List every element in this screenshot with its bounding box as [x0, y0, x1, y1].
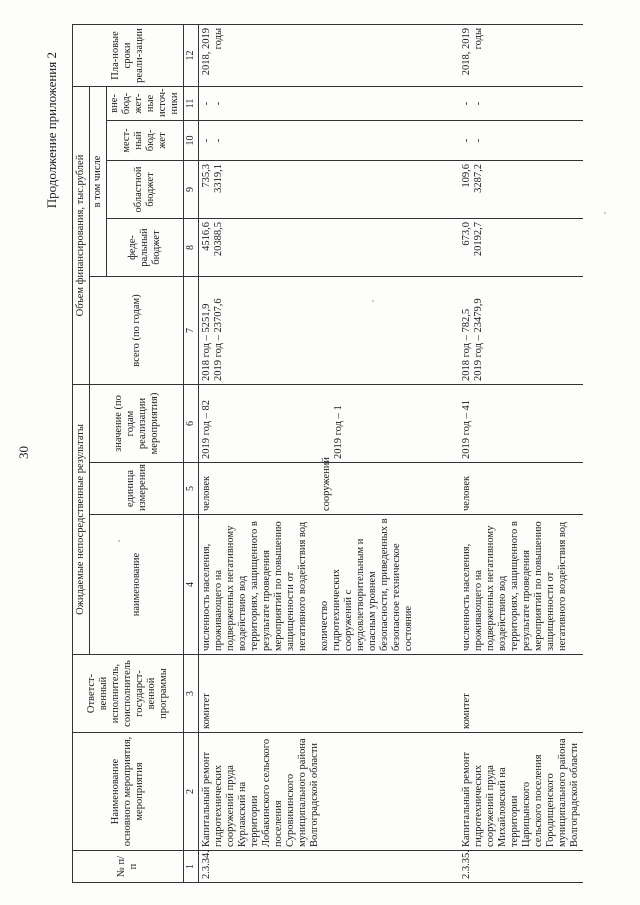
header-federal: феде-ральный бюджет	[107, 219, 184, 277]
result-value: 2019 год – 41	[417, 385, 583, 463]
row-number: 2.3.35.	[417, 851, 583, 883]
result-name: численность населения, проживающего на подверженных негативному воздействию вод территориях, защищенного в результате проведения мероприятий по повышению защищенности от негативного воздействия вод	[201, 521, 308, 651]
executor: комитет	[417, 655, 583, 733]
extra-cell	[199, 86, 418, 120]
col-number: 9	[184, 161, 199, 219]
result-cell	[199, 515, 418, 655]
regional-value: 109,6	[461, 164, 472, 188]
value-cell	[199, 385, 418, 463]
total-cell	[199, 277, 418, 385]
header-value: значение (по годам реализации мероприятия)	[90, 385, 184, 463]
federal-value: 20388,5	[213, 222, 224, 257]
result-name: количество гидротехнических сооружений с неудовлетворительным и опасным уровнем безопасности, приведенных в безопасное техническое состояние	[319, 518, 414, 651]
result-unit: человек	[201, 475, 212, 511]
funding-table	[72, 24, 583, 883]
local-value: -	[201, 138, 212, 143]
federal-value: 673,0	[461, 222, 472, 246]
col-number: 8	[184, 219, 199, 277]
row-number: 2.3.34.	[199, 851, 418, 883]
federal-value: 20192,7	[473, 222, 484, 257]
table-row	[417, 24, 583, 882]
result-unit: сооружений	[321, 456, 332, 511]
unit-cell	[199, 456, 418, 515]
header-regional: областной бюджет	[107, 161, 184, 219]
total-value: 2018 год – 5251,9	[201, 303, 212, 381]
header-including: в том числе	[90, 86, 107, 276]
total-value: 2018 год – 782,5	[461, 308, 472, 381]
total-cell	[417, 277, 583, 385]
col-number: 5	[184, 463, 199, 515]
col-number: 7	[184, 277, 199, 385]
terms: 2018, 2019 годы	[199, 24, 418, 86]
scan-speck	[604, 212, 606, 214]
header-no: № п/п	[73, 851, 184, 883]
local-cell	[417, 121, 583, 161]
header-terms: Пла-новые сроки реали-зации	[73, 24, 184, 86]
col-number: 2	[184, 733, 199, 851]
col-number: 1	[184, 851, 199, 883]
local-value: -	[213, 138, 224, 143]
scan-speck	[372, 300, 374, 302]
header-unit: единица измерения	[90, 463, 184, 515]
col-number: 10	[184, 121, 199, 161]
local-value: -	[461, 138, 472, 143]
federal-cell	[199, 219, 418, 277]
result-name: численность населения, проживающего на подверженных негативному воздействию вод территориях, защищенного в результате проведения мероприятий по повышению защищенности от негативного воздействия вод	[417, 515, 583, 655]
col-number: 11	[184, 86, 199, 120]
page-number: 30	[16, 446, 31, 459]
result-value: 2019 год – 1	[333, 405, 344, 459]
col-number: 6	[184, 385, 199, 463]
header-total: всего (по годам)	[90, 277, 184, 385]
extra-value: -	[201, 101, 212, 106]
extra-cell	[417, 86, 583, 120]
table-row	[199, 24, 418, 882]
header-result-name: наименование	[90, 515, 184, 655]
scan-speck	[118, 540, 120, 542]
regional-value: 3319,1	[213, 164, 224, 193]
activity-name: Капитальный ремонт гидротехнических сооружений пруда Курлакский на территории Лобакинского сельского поселения Суровикинского муниципального района Волгоградской области	[199, 733, 418, 851]
result-value: 2019 год – 82	[201, 400, 212, 459]
total-value: 2019 год – 23707,6	[213, 298, 224, 381]
federal-cell	[417, 219, 583, 277]
regional-cell	[199, 161, 418, 219]
regional-value: 3287,2	[473, 164, 484, 193]
header-local: мест-ный бюд-жет	[107, 121, 184, 161]
header-name: Наименование основного мероприятия, мероприятия	[73, 733, 184, 851]
extra-value: -	[461, 101, 472, 106]
result-unit: человек	[417, 463, 583, 515]
extra-value: -	[213, 101, 224, 106]
executor: комитет	[199, 655, 418, 733]
local-value: -	[473, 138, 484, 143]
header-extra: вне-бюд-жет-ные источ-ники	[107, 86, 184, 120]
extra-value: -	[473, 101, 484, 106]
header-expected: Ожидаемые непосредственные результаты	[73, 385, 90, 655]
total-value: 2019 год – 23479,9	[473, 298, 484, 381]
local-cell	[199, 121, 418, 161]
federal-value: 4516,6	[201, 222, 212, 251]
header-executor: Ответст-венный исполнитель, соисполнитель государст-венной программы	[73, 655, 184, 733]
col-number: 3	[184, 655, 199, 733]
col-number: 12	[184, 24, 199, 86]
col-number: 4	[184, 515, 199, 655]
continuation-heading: Продолжение приложения 2	[44, 52, 59, 209]
header-funding: Объем финансирования, тыс.рублей	[73, 86, 90, 384]
regional-value: 735,3	[201, 164, 212, 188]
terms: 2018, 2019 годы	[417, 24, 583, 86]
regional-cell	[417, 161, 583, 219]
activity-name: Капитальный ремонт гидротехнических сооружений пруда Михайловский на территории Царицынского сельского поселения Городищенского муниципального района Волгоградской области	[417, 733, 583, 851]
